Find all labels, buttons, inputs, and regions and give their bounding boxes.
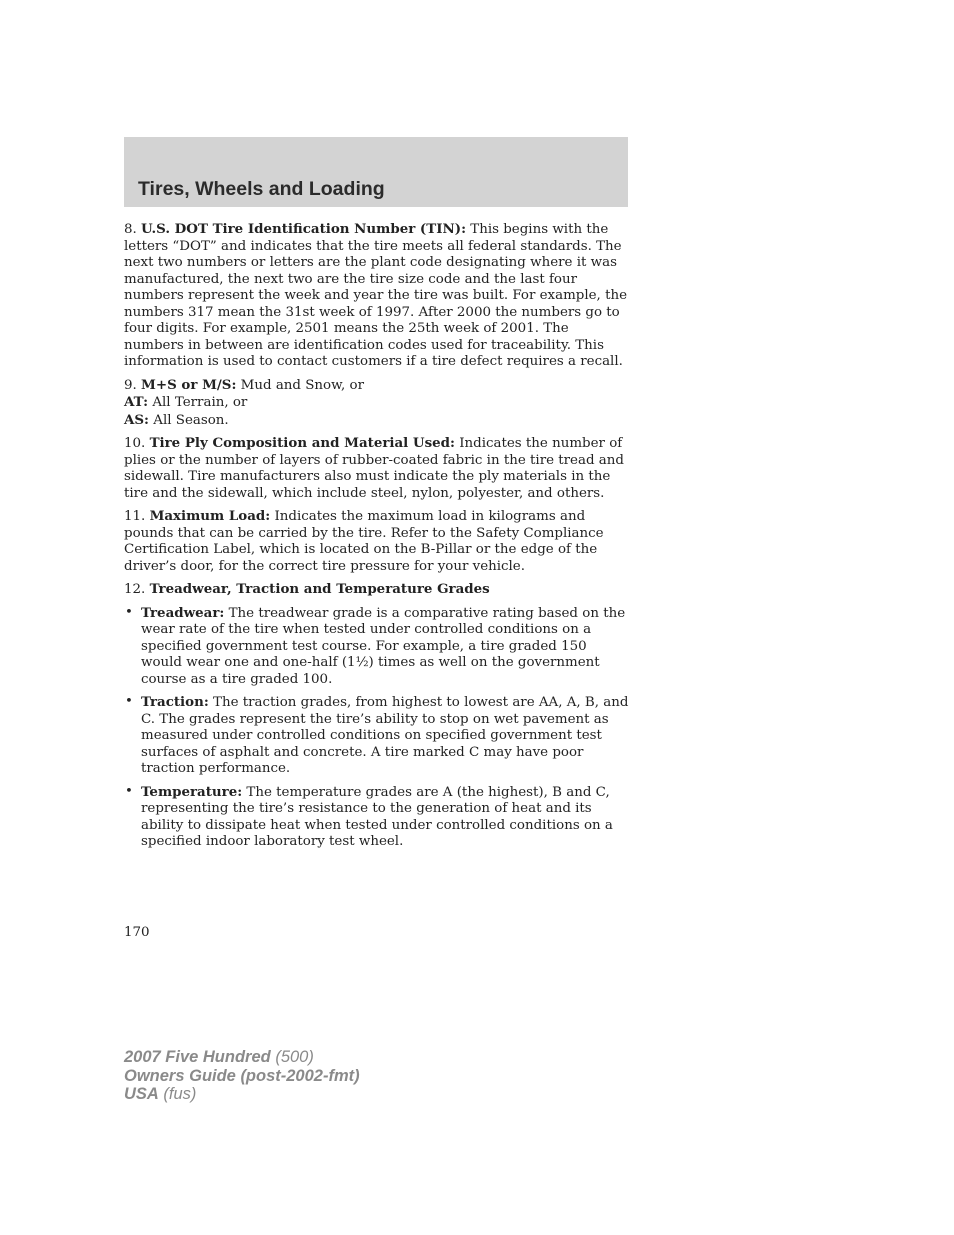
bullet-icon: •	[125, 604, 133, 620]
footer-guide: Owners Guide (post-2002-fmt)	[124, 1066, 360, 1085]
item-term: Tire Ply Composition and Material Used:	[149, 435, 455, 451]
footer-line-model	[124, 1048, 360, 1067]
footer-line-market	[124, 1085, 360, 1104]
footer-model-code: (500)	[270, 1048, 314, 1066]
page-content	[124, 221, 630, 857]
item-term: M+S or M/S:	[141, 376, 237, 393]
item-text: The traction grades, from highest to lowest are AA, A, B, and C. The grades represent the tire’s ability to stop on wet pavement as measured under controlled conditions on specified government test surfaces of asphalt and concrete. A tire marked C may have poor traction performance.	[141, 695, 629, 776]
bullet-icon: •	[125, 694, 133, 709]
item-11	[124, 508, 630, 575]
item-text: Indicates the maximum load in kilograms and pounds that can be carried by the tire. Refer to the Safety Compliance Certification Label, which is located on the B-Pillar or the edge of the driver’s door, for the correct tire pressure for your vehicle.	[124, 509, 604, 574]
item-text: This begins with the letters “DOT” and indicates that the tire meets all federal standards. The next two numbers or letters are the plant code designating where it was manufactured, the next two are the tire size code and the last four numbers represent the week and year the tire was built. For example, the numbers 317 mean the 31st week of 1997. After 2000 the numbers go to four digits. For example, 2501 means the 25th week of 2001. The numbers in between are identification codes used for traceability. This information is used to contact customers if a tire defect requires a recall.	[124, 222, 628, 369]
item-text: Mud and Snow, or	[236, 377, 364, 393]
footer-market: USA	[124, 1085, 159, 1103]
item-term: Treadwear:	[141, 604, 225, 621]
item-text-at: All Terrain, or	[148, 395, 248, 410]
item-text-as: All Season.	[149, 412, 229, 428]
item-term: Temperature:	[141, 783, 243, 800]
item-number: 10.	[124, 436, 150, 451]
item-term: Treadwear, Traction and Temperature Grades	[149, 581, 490, 597]
item-number: 9.	[124, 377, 142, 393]
footer-market-code: (fus)	[158, 1085, 197, 1103]
item-number: 12.	[124, 582, 150, 597]
grades-list	[124, 605, 630, 851]
item-12	[124, 581, 630, 599]
page-number: 170	[124, 925, 150, 940]
section-title: Tires, Wheels and Loading	[138, 178, 385, 200]
item-number: 11.	[124, 509, 150, 524]
item-term: Maximum Load:	[149, 508, 271, 524]
item-text: The temperature grades are A (the highest), B and C, representing the tire’s resistance to the generation of heat and its ability to dissipate heat when tested under controlled conditions on a specified indoor laboratory test wheel.	[141, 784, 613, 849]
bullet-icon: •	[125, 783, 133, 799]
footer-model: 2007 Five Hundred	[124, 1048, 271, 1066]
section-header-band	[124, 137, 628, 207]
item-10	[124, 435, 630, 502]
item-9	[124, 377, 630, 430]
item-term-at: AT:	[124, 394, 149, 410]
footer-line-guide	[124, 1067, 360, 1086]
list-item-traction	[124, 694, 630, 778]
item-term-as: AS:	[124, 411, 150, 428]
item-text: The treadwear grade is a comparative rating based on the wear rate of the tire when tested under controlled conditions on a specified government test course. For example, a tire graded 150 would wear one and one-half (1½) times as well on the government course as a tire graded 100.	[141, 605, 626, 687]
item-text: Indicates the number of plies or the number of layers of rubber-coated fabric in the tire tread and sidewall. Tire manufacturers also must indicate the ply materials in the tire and the sidewall, which include steel, nylon, polyester, and others.	[124, 436, 624, 501]
document-footer	[124, 1048, 360, 1104]
item-term: Traction:	[141, 694, 209, 710]
list-item-temperature	[124, 784, 630, 851]
list-item-treadwear	[124, 605, 630, 689]
item-term: U.S. DOT Tire Identification Number (TIN):	[141, 221, 467, 237]
item-8	[124, 221, 630, 371]
item-number: 8.	[124, 222, 142, 237]
